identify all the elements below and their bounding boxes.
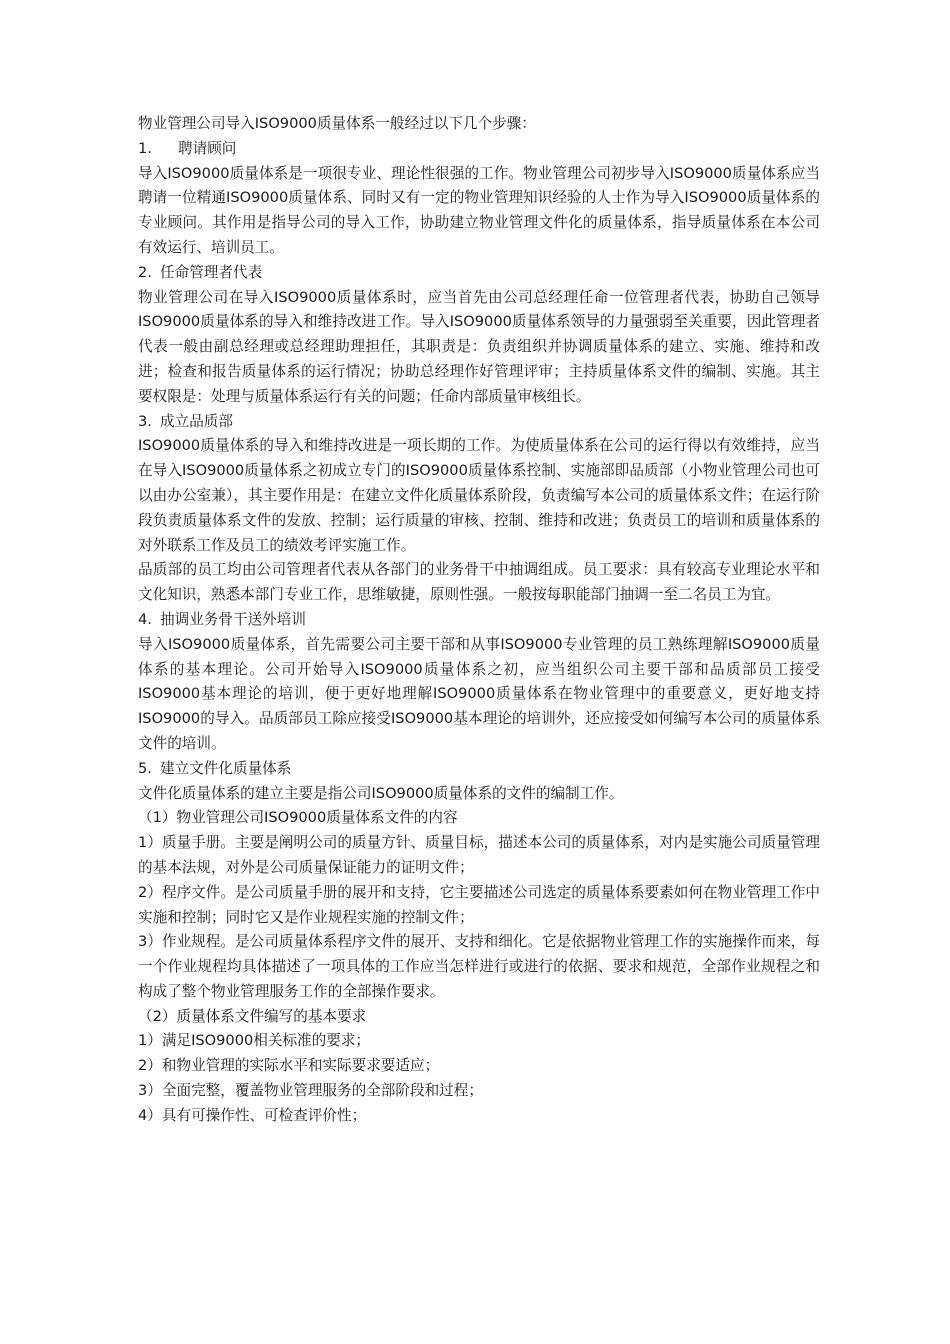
section-number: 1. (138, 139, 152, 157)
list-item: 4）具有可操作性、可检查评价性； (138, 1106, 367, 1124)
list-item: 1）质量手册。主要是阐明公司的质量方针、质量目标，描述本公司的质量体系，对内是实施公司质量管理的基本法规，对外是公司质量保证能力的证明文件； (138, 834, 820, 876)
section-number: 3. (138, 412, 152, 430)
section-title: 成立品质部 (160, 412, 233, 430)
section-title: 聘请顾问 (178, 139, 237, 157)
document-body (138, 112, 820, 1129)
section-number: 4. (138, 610, 152, 628)
section-number: 5. (138, 759, 152, 777)
section-3-paragraph-2: 品质部的员工均由公司管理者代表从各部门的业务骨干中抽调组成。员工要求：具有较高专业理论水平和文化知识，熟悉本部门专业工作，思维敏捷，原则性强。一般按每职能部门抽调一至二名员工为宜。 (138, 561, 820, 604)
section-title: 抽调业务骨干送外培训 (160, 610, 306, 628)
list-item: 2）程序文件。是公司质量手册的展开和支持，它主要描述公司选定的质量体系要素如何在物业管理工作中实施和控制；同时它又是作业规程实施的控制文件； (138, 883, 820, 926)
list-item: 2）和物业管理的实际水平和实际要求要适应； (138, 1057, 440, 1075)
list-item: 3）作业规程。是公司质量体系程序文件的展开、支持和细化。它是依据物业管理工作的实施操作而来，每一个作业规程均具体描述了一项具体的工作应当怎样进行或进行的依据、要求和规范，全部作业规程之和构成了整个物业管理服务工作的全部操作要求。 (138, 933, 820, 1000)
section-heading-2 (138, 261, 820, 286)
section-heading-5 (138, 757, 820, 782)
subsection-heading-1: （1）物业管理公司ISO9000质量体系文件的内容 (138, 809, 458, 827)
list-item: 3）全面完整，覆盖物业管理服务的全部阶段和过程； (138, 1082, 483, 1100)
section-3-paragraph-1: ISO9000质量体系的导入和维持改进是一项长期的工作。为使质量体系在公司的运行得以有效维持，应当在导入ISO9000质量体系之初成立专门的ISO9000质量体系控制、实施部即品质部（小物业管理公司也可以由办公室兼），其主要作用是：在建立文件化质量体系阶段，负责编写本公司的质量体系文件；在运行阶段负责质量体系文件的发放、控制；运行质量的审核、控制、维持和改进；负责员工的培训和质量体系的对外联系工作及员工的绩效考评实施工作。 (138, 437, 820, 554)
section-heading-3 (138, 410, 820, 435)
list-item: 1）满足ISO9000相关标准的要求； (138, 1032, 371, 1050)
section-title: 任命管理者代表 (160, 263, 263, 281)
intro-paragraph: 物业管理公司导入ISO9000质量体系一般经过以下几个步骤： (138, 115, 536, 132)
section-5-paragraph-1: 文件化质量体系的建立主要是指公司ISO9000质量体系的文件的编制工作。 (138, 784, 624, 802)
section-4-paragraph-1: 导入ISO9000质量体系，首先需要公司主要干部和从事ISO9000专业管理的员工熟练理解ISO9000质量体系的基本理论。公司开始导入ISO9000质量体系之初，应当组织公司主要干部和品质部员工接受ISO9000基本理论的培训，便于更好地理解ISO9000质量体系在物业管理中的重要意义，更好地支持ISO9000的导入。品质部员工除应接受ISO9000基本理论的培训外，还应接受如何编写本公司的质量体系文件的培训。 (138, 635, 820, 752)
section-1-paragraph-1: 导入ISO9000质量体系是一项很专业、理论性很强的工作。物业管理公司初步导入ISO9000质量体系应当聘请一位精通ISO9000质量体系、同时又有一定的物业管理知识经验的人士作为导入ISO9000质量体系的专业顾问。其作用是指导公司的导入工作，协助建立物业管理文件化的质量体系，指导质量体系在本公司有效运行、培训员工。 (138, 164, 820, 256)
section-number: 2. (138, 263, 152, 281)
subsection-heading-2: （2）质量体系文件编写的基本要求 (138, 1007, 367, 1025)
section-title: 建立文件化质量体系 (160, 759, 292, 777)
section-2-paragraph-1: 物业管理公司在导入ISO9000质量体系时，应当首先由公司总经理任命一位管理者代表，协助自己领导ISO9000质量体系的导入和维持改进工作。导入ISO9000质量体系领导的力量强弱至关重要，因此管理者代表一般由副总经理或总经理助理担任，其职责是：负责组织并协调质量体系的建立、实施、维持和改进；检查和报告质量体系的运行情况；协助总经理作好管理评审；主持质量体系文件的编制、实施。其主要权限是：处理与质量体系运行有关的问题；任命内部质量审核组长。 (138, 288, 820, 405)
section-heading-4 (138, 608, 820, 633)
section-heading-1 (138, 137, 820, 162)
